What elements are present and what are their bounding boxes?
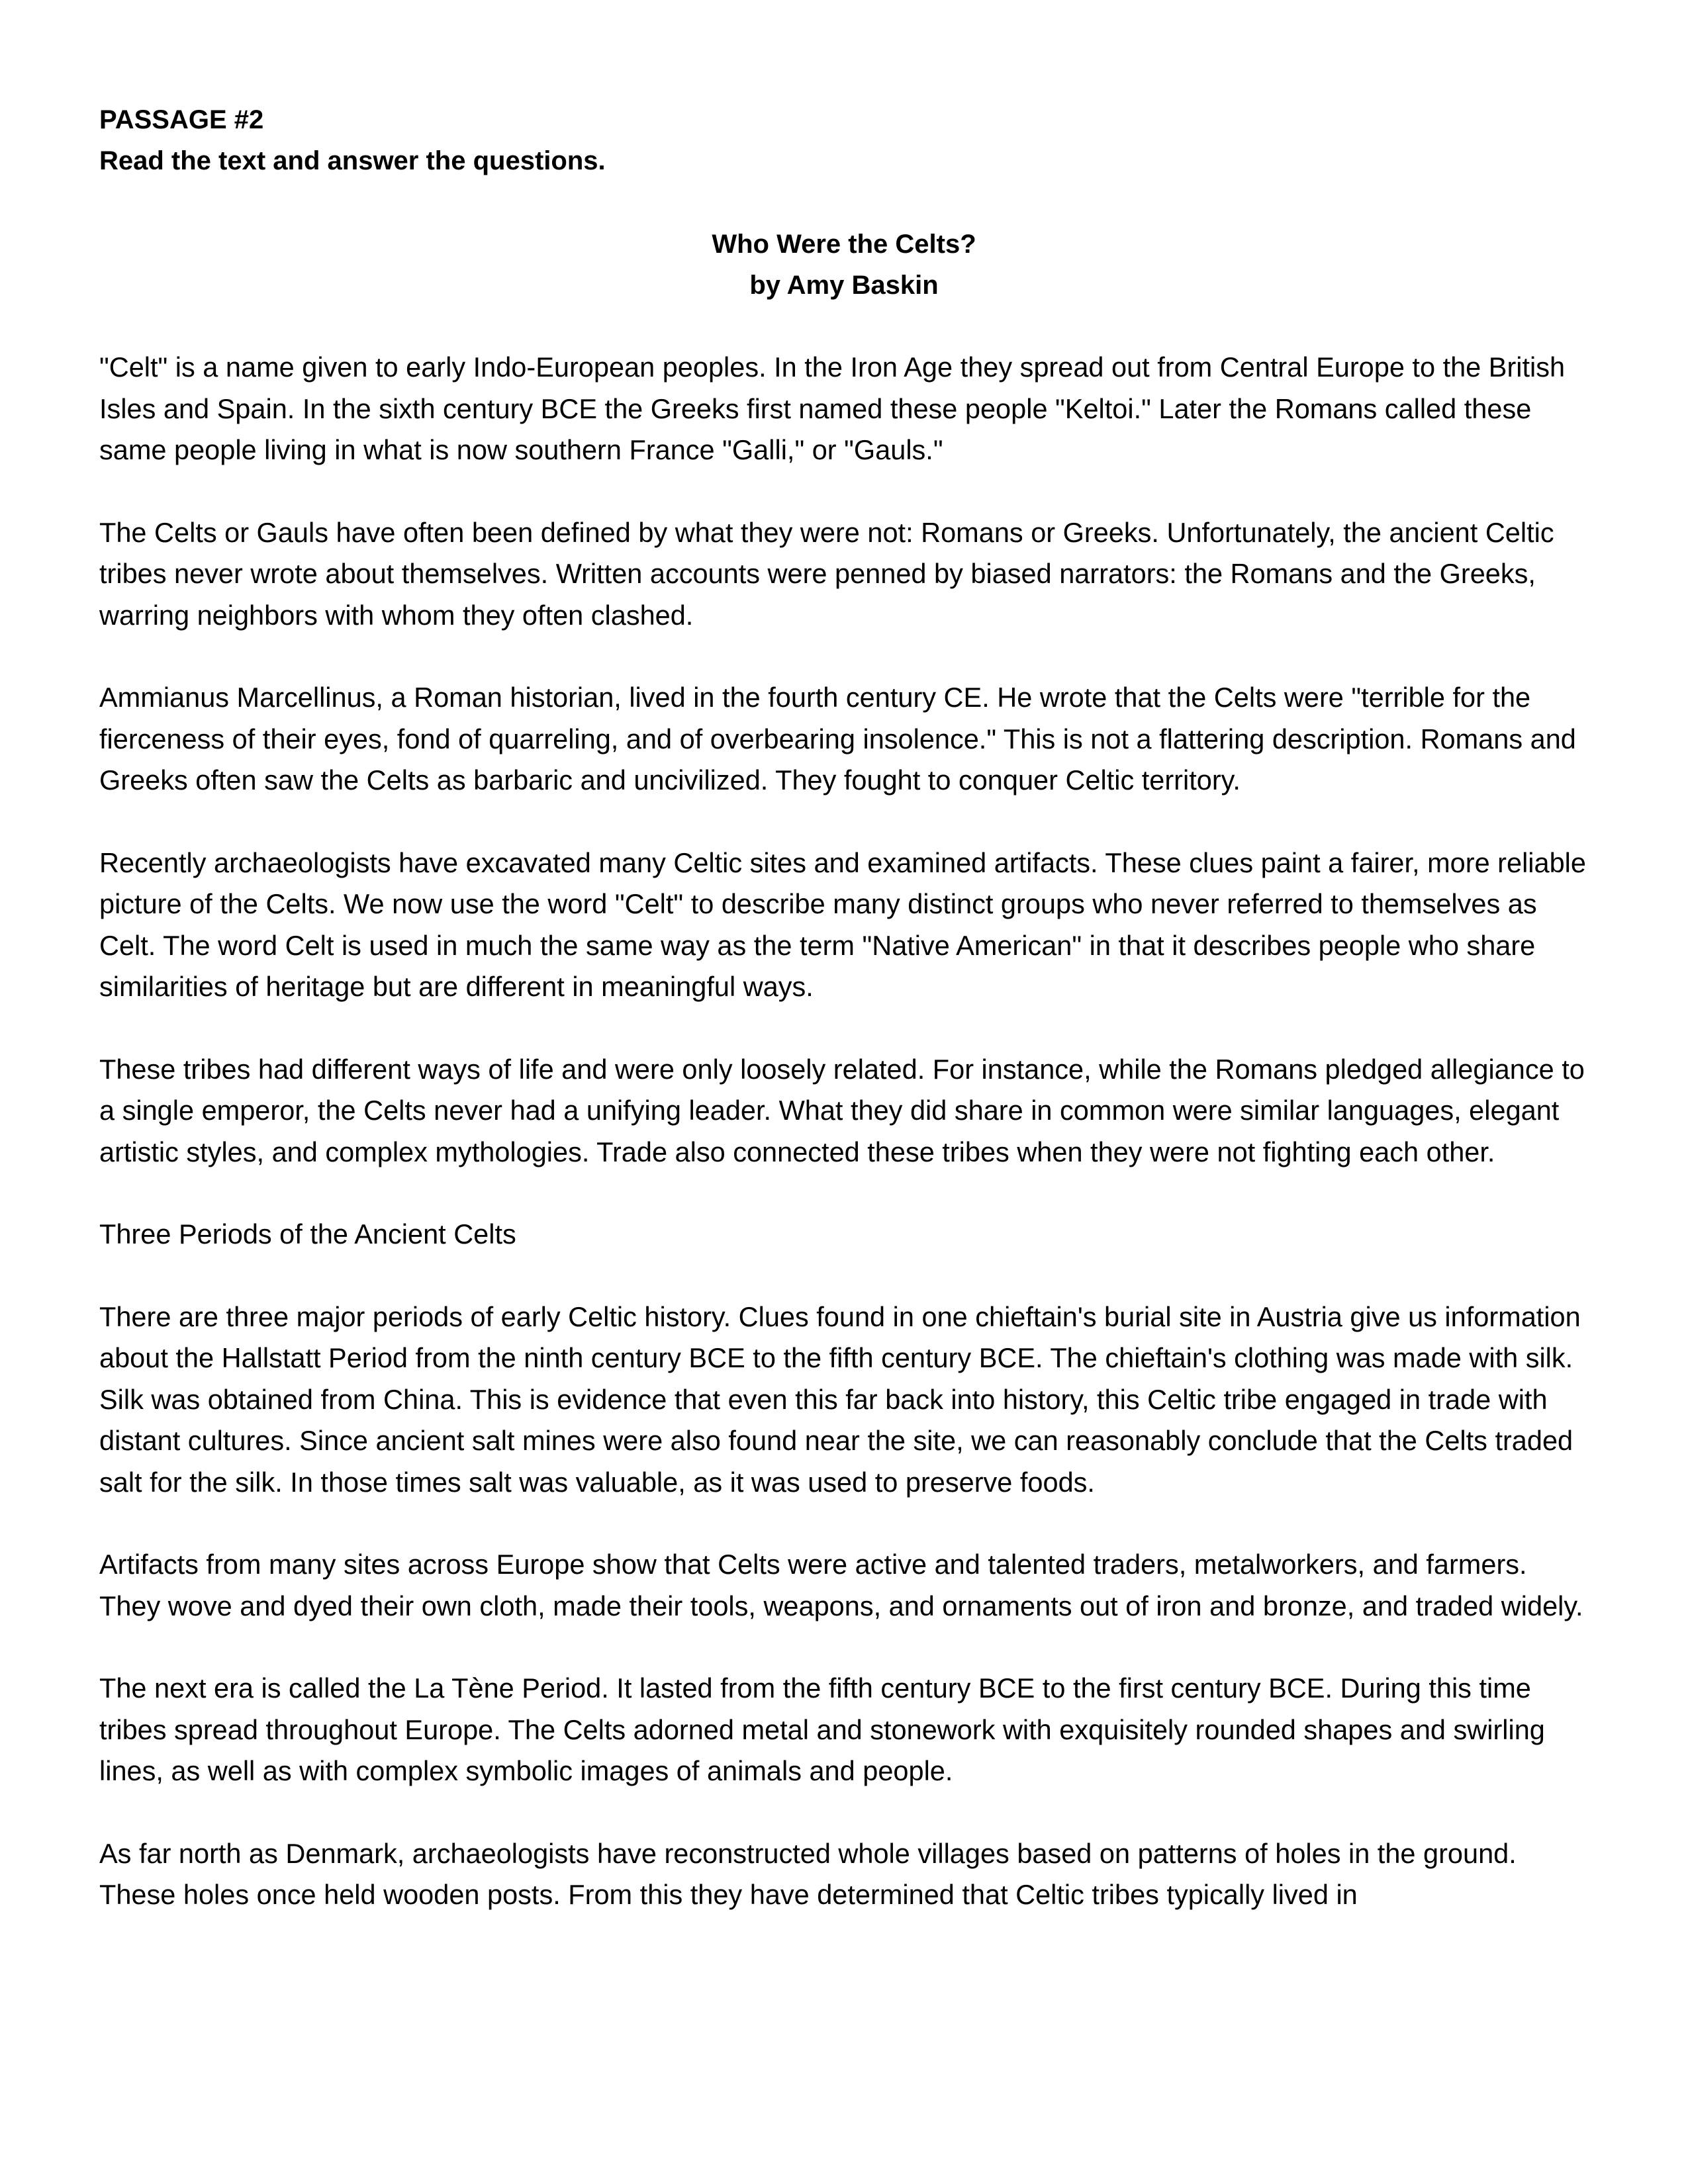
paragraph-7: Artifacts from many sites across Europe show that Celts were active and talented traders, metalworkers, and farmers. They wove and dyed their own cloth, made their tools, weapons, and ornaments out of iron and bronze, and traded widely. (99, 1549, 1583, 1621)
instructions: Read the text and answer the questions. (99, 146, 606, 175)
paragraph-1: "Celt" is a name given to early Indo-European peoples. In the Iron Age they spread out from Central Europe to the British Isles and Spain. In the sixth century BCE the Greeks first named these people "Keltoi." Later the Romans called these same people living in what is now southern France "Galli," or "Gauls." (99, 351, 1566, 465)
paragraph-9: As far north as Denmark, archaeologists have reconstructed whole villages based on patterns of holes in the ground. These holes once held wooden posts. From this they have determined that Celtic tribes typically lived in (99, 1837, 1517, 1910)
paragraph-5: These tribes had different ways of life and were only loosely related. For instance, while the Romans pledged allegiance to a single emperor, the Celts never had a unifying leader. What they did share in common were similar languages, elegant artistic styles, and complex mythologies. Trade also connected these tribes when they were not fighting each other. (99, 1053, 1585, 1167)
passage-label: PASSAGE #2 (99, 105, 264, 134)
article-title: Who Were the Celts? (712, 230, 976, 259)
paragraph-3: Ammianus Marcellinus, a Roman historian, lived in the fourth century CE. He wrote that the Celts were "terrible for the fierceness of their eyes, fond of quarreling, and of overbearing insolence." This is not a flattering description. Romans and Greeks often saw the Celts as barbaric and uncivilized. They fought to conquer Celtic territory. (99, 682, 1576, 796)
paragraph-8: The next era is called the La Tène Period. It lasted from the fifth century BCE to the first century BCE. During this time tribes spread throughout Europe. The Celts adorned metal and stonework with exquisitely rounded shapes and swirling lines, as well as with complex symbolic images of animals and people. (99, 1672, 1545, 1786)
section-subheading: Three Periods of the Ancient Celts (99, 1218, 516, 1250)
document-page (99, 99, 1589, 1916)
paragraph-4: Recently archaeologists have excavated many Celtic sites and examined artifacts. These clues paint a fairer, more reliable picture of the Celts. We now use the word "Celt" to describe many distinct groups who never referred to themselves as Celt. The word Celt is used in much the same way as the term "Native American" in that it describes people who share similarities of heritage but are different in meaningful ways. (99, 846, 1586, 1002)
article-byline: by Amy Baskin (749, 271, 939, 300)
paragraph-2: The Celts or Gauls have often been defined by what they were not: Romans or Greeks. Unfortunately, the ancient Celtic tribes never wrote about themselves. Written accounts were penned by biased narrators: the Romans and the Greeks, warring neighbors with whom they often clashed. (99, 516, 1554, 631)
paragraph-6: There are three major periods of early Celtic history. Clues found in one chieftain's burial site in Austria give us information about the Hallstatt Period from the ninth century BCE to the fifth century BCE. The chieftain's clothing was made with silk. Silk was obtained from China. This is evidence that even this far back into history, this Celtic tribe engaged in trade with distant cultures. Since ancient salt mines were also found near the site, we can reasonably conclude that the Celts traded salt for the silk. In those times salt was valuable, as it was used to preserve foods. (99, 1300, 1581, 1498)
article-heading (99, 224, 1589, 306)
